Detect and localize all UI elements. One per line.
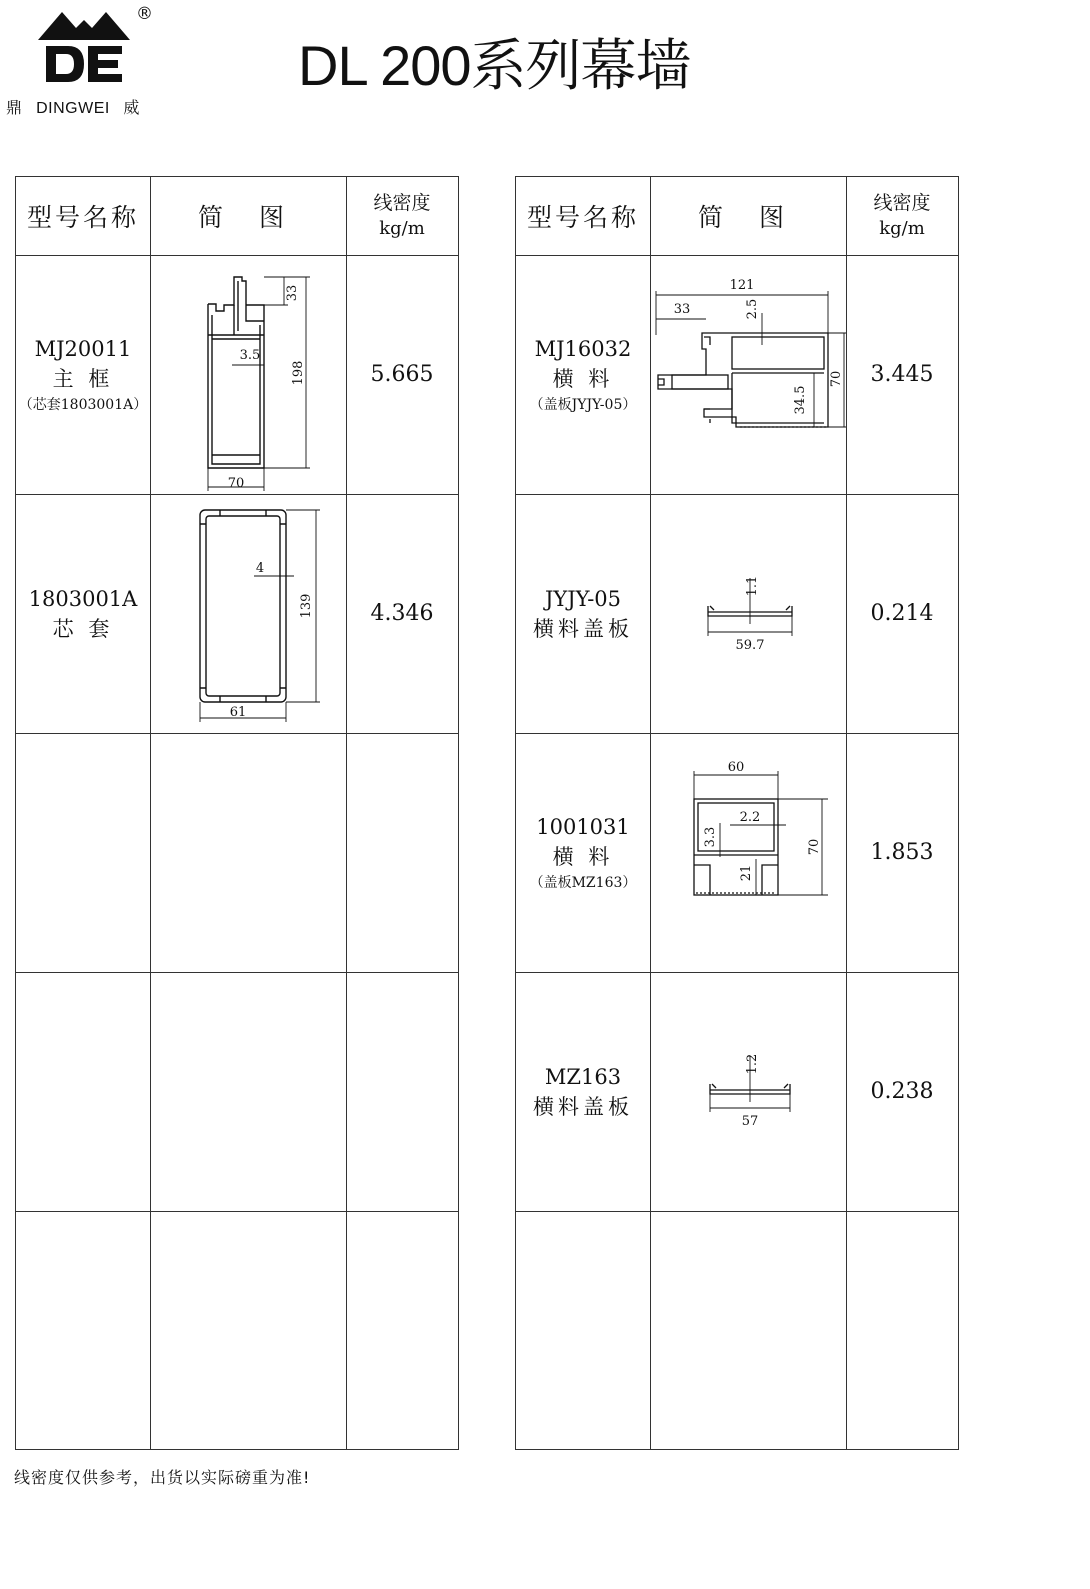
header-name: 型号名称: [26, 203, 139, 232]
header-density-unit: kg/m: [379, 218, 425, 239]
model-code: MJ20011: [34, 336, 132, 361]
density-value: [346, 733, 458, 972]
table-row: [16, 494, 458, 733]
density-value: [346, 1211, 458, 1450]
dim-width: 60: [727, 760, 745, 775]
model-code: MZ163: [544, 1064, 622, 1089]
model-code: 1803001A: [28, 586, 138, 611]
logo-right-char: 威: [123, 98, 140, 117]
model-name: 主 框: [52, 366, 114, 391]
model-code: JYJY-05: [544, 586, 622, 611]
dim-inner: 34.5: [793, 385, 808, 415]
table-row: [516, 733, 958, 972]
table-row: [16, 1211, 458, 1450]
model-name: 横料盖板: [533, 1094, 633, 1119]
dim-left: 33: [673, 302, 691, 317]
model-name: 横 料: [552, 844, 614, 869]
model-name: 横 料: [552, 366, 614, 391]
model-code: MJ16032: [534, 336, 632, 361]
header-drawing: 简 图: [198, 203, 298, 232]
name-cell: [516, 255, 650, 494]
header-name: 型号名称: [526, 203, 639, 232]
logo-left-char: 鼎: [6, 98, 23, 117]
right-table: [515, 176, 959, 1450]
name-cell: [516, 494, 650, 733]
dim-width: 70: [227, 476, 245, 491]
dim-height: 70: [829, 370, 844, 388]
dim-height: 70: [807, 838, 822, 856]
dim-width: 57: [741, 1114, 759, 1129]
dim-width: 61: [229, 705, 247, 720]
dim-wall1: 2.2: [739, 810, 761, 825]
dim-wall: 4: [255, 561, 265, 576]
density-value: [846, 1211, 958, 1450]
model-code: 1001031: [536, 814, 630, 839]
model-note: （盖板MZ163）: [529, 874, 637, 891]
table-row: [516, 494, 958, 733]
density-value: 4.346: [370, 601, 434, 626]
dim-height: 198: [291, 360, 306, 386]
density-value: 0.238: [870, 1079, 934, 1104]
header-density-label: 线密度: [873, 192, 931, 214]
name-cell: [16, 733, 150, 972]
model-note: （芯套1803001A）: [18, 396, 148, 413]
dim-wall: 3.5: [239, 348, 261, 363]
density-value: 5.665: [370, 362, 434, 387]
model-name: 横料盖板: [533, 616, 633, 641]
table-row: [16, 972, 458, 1211]
dim-wall: 2.5: [745, 298, 760, 320]
header-density-unit: kg/m: [879, 218, 925, 239]
logo-brand: DINGWEI: [36, 100, 110, 117]
header-drawing: 简 图: [698, 203, 798, 232]
profile-drawing: [650, 255, 846, 494]
density-value: 3.445: [870, 362, 934, 387]
dingwei-logo-icon: [34, 6, 134, 86]
density-value: 1.853: [870, 840, 934, 865]
name-cell: [516, 733, 650, 972]
dim-thick: 1.2: [745, 1053, 760, 1075]
dim-thick: 1.1: [745, 575, 760, 597]
table-row: [516, 1211, 958, 1450]
header-density-label: 线密度: [373, 192, 431, 214]
dim-top: 33: [285, 284, 300, 302]
density-value: 0.214: [870, 601, 934, 626]
left-table: [15, 176, 459, 1450]
dim-width: 121: [729, 278, 755, 293]
table-row: [16, 733, 458, 972]
table-row: [516, 972, 958, 1211]
logo-caption: [6, 95, 148, 118]
profile-drawing: [650, 733, 846, 972]
profile-drawing: [650, 494, 846, 733]
dim-height: 139: [299, 593, 314, 619]
model-name: 芯 套: [52, 616, 114, 641]
profile-drawing: [150, 494, 346, 733]
header-density: [346, 177, 458, 255]
footer-note: 线密度仅供参考，出货以实际磅重为准!: [14, 1468, 311, 1487]
dim-width: 59.7: [735, 638, 765, 653]
table-row: [516, 255, 958, 494]
name-cell: [16, 494, 150, 733]
name-cell: [16, 972, 150, 1211]
name-cell: [16, 255, 150, 494]
density-value: [346, 972, 458, 1211]
name-cell: [16, 1211, 150, 1450]
company-logo: [0, 0, 165, 120]
dim-lip: 21: [739, 864, 754, 882]
profile-drawing: [150, 255, 346, 494]
model-note: （盖板JYJY-05）: [529, 396, 637, 413]
header-density: [846, 177, 958, 255]
page-title: DL 200系列幕墙: [298, 34, 691, 97]
table-row: [16, 255, 458, 494]
name-cell: [516, 1211, 650, 1450]
registered-mark: ®: [136, 4, 153, 24]
profile-drawing: [650, 972, 846, 1211]
dim-wall2: 3.3: [703, 826, 718, 848]
name-cell: [516, 972, 650, 1211]
